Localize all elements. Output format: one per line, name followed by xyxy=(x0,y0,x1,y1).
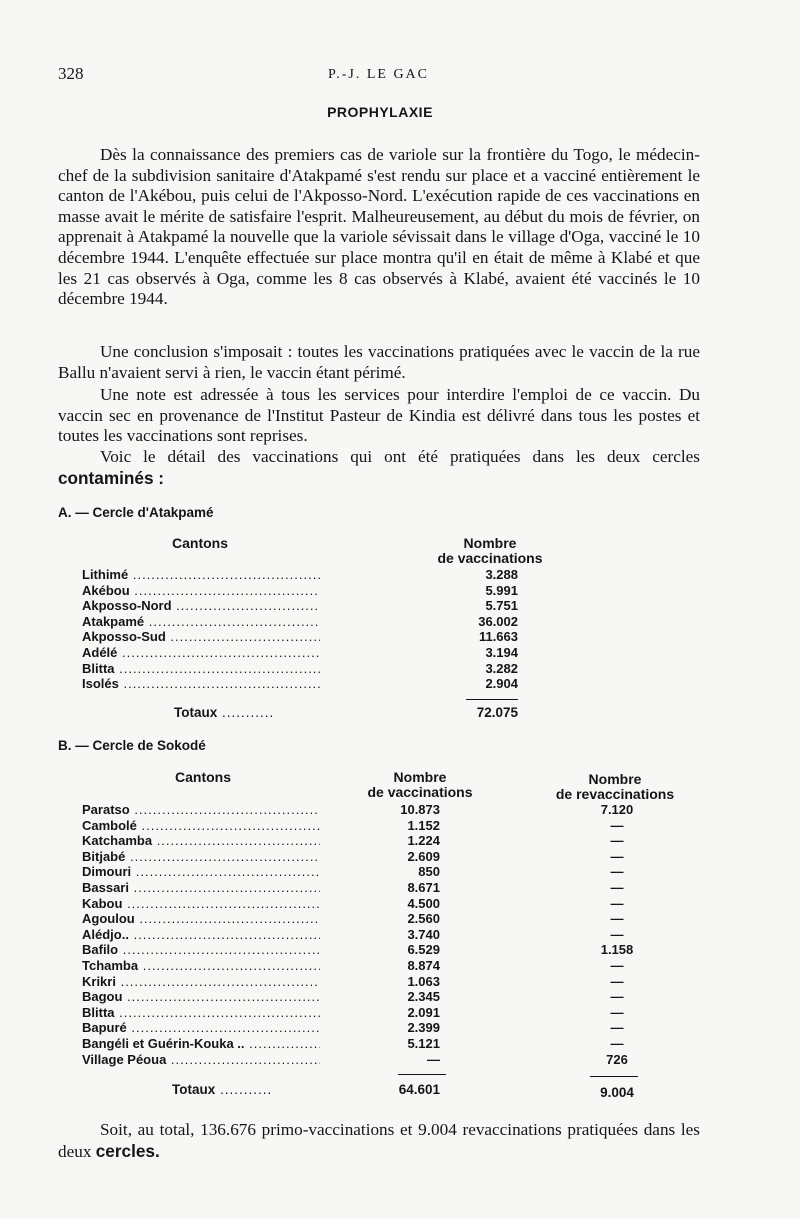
table-b-row xyxy=(82,927,682,943)
table-b-vaccinations: 850 xyxy=(418,864,440,880)
table-a-canton-name: Atakpamé ..... xyxy=(82,614,320,630)
table-a-row xyxy=(82,567,542,583)
table-b-revaccinations: — xyxy=(610,895,624,911)
table-b-canton-name: Katchamba ..... xyxy=(82,833,320,849)
table-b-row xyxy=(82,989,682,1005)
table-b-row xyxy=(82,896,682,912)
table-b-row xyxy=(82,802,682,818)
table-b-row xyxy=(82,818,682,834)
table-b-canton-name: Bagou ..... xyxy=(82,989,320,1005)
table-b-vaccinations: 2.609 xyxy=(407,848,440,864)
table-b-revaccinations: 7.120 xyxy=(600,802,634,817)
table-b-rows xyxy=(82,802,682,1067)
table-b-canton-name: Bitjabé ..... xyxy=(82,849,320,865)
table-b-vaccinations: 8.671 xyxy=(407,879,440,895)
table-b-canton-name: Dimouri ..... xyxy=(82,864,320,880)
table-a-total-rule xyxy=(466,699,518,700)
table-b-col-vaccinations xyxy=(340,770,500,800)
table-b-revaccinations: — xyxy=(610,1004,624,1020)
table-b-canton-name: Krikri ..... xyxy=(82,974,320,990)
table-b-vaccinations: 5.121 xyxy=(407,1035,440,1051)
table-a-canton-name: Akébou ..... xyxy=(82,583,320,599)
table-b-vaccinations: 2.560 xyxy=(407,911,440,927)
table-b-revaccinations: — xyxy=(610,989,624,1005)
table-a-rows xyxy=(82,567,542,692)
table-a-total-vaccinations: 72.075 xyxy=(476,705,518,720)
table-b-canton-name: Cambolé ..... xyxy=(82,818,320,834)
table-b-row xyxy=(82,974,682,990)
table-b-vaccinations: 2.345 xyxy=(407,989,440,1005)
table-b-vaccinations: 1.152 xyxy=(407,817,440,833)
table-b-canton-name: Alédjo.. ..... xyxy=(82,927,320,943)
table-a-vaccinations: 5.991 xyxy=(485,582,518,598)
table-b-vaccinations: 8.874 xyxy=(407,957,440,973)
table-b-vaccinations: 1.063 xyxy=(407,973,440,989)
table-b-total-rule-vacc xyxy=(398,1074,446,1075)
table-b-vaccinations: 2.091 xyxy=(407,1004,440,1020)
table-b-row xyxy=(82,880,682,896)
table-b-revaccinations: — xyxy=(610,973,624,989)
table-b-col-revaccinations xyxy=(530,772,700,802)
table-a-row xyxy=(82,645,542,661)
table-b-vaccinations: 2.399 xyxy=(407,1020,440,1036)
table-b-vaccinations: 4.500 xyxy=(407,895,440,911)
table-b-heading: B. — Cercle de Sokodé xyxy=(58,738,206,753)
table-b-revaccinations: 726 xyxy=(606,1051,628,1067)
table-b-canton-name: Bangéli et Guérin-Kouka .. ..... xyxy=(82,1036,320,1052)
table-a-col-vacc-line1: Nombre xyxy=(463,535,517,551)
table-b-total-label: Totaux ..... xyxy=(172,1082,272,1097)
paragraph-4-bold: contaminés : xyxy=(58,467,165,488)
table-b-row xyxy=(82,942,682,958)
table-b-canton-name: Kabou ..... xyxy=(82,896,320,912)
table-b-revaccinations: — xyxy=(610,911,624,927)
table-b-revaccinations: — xyxy=(610,848,624,864)
table-a-vaccinations: 36.002 xyxy=(478,613,518,629)
table-b-revaccinations: — xyxy=(610,879,624,895)
table-a-canton-name: Lithimé ..... xyxy=(82,567,320,583)
table-a-canton-name: Isolés ..... xyxy=(82,676,320,692)
table-b-row xyxy=(82,833,682,849)
table-b-vaccinations: 10.873 xyxy=(400,802,440,817)
table-a-row xyxy=(82,676,542,692)
table-a-canton-name: Akposso-Sud ..... xyxy=(82,629,320,645)
section-title: PROPHYLAXIE xyxy=(327,104,433,120)
table-b-revaccinations: — xyxy=(610,926,624,942)
table-b-total-rule-revacc xyxy=(590,1076,638,1077)
table-b-canton-name: Village Péoua ..... xyxy=(82,1052,320,1068)
table-a-vaccinations: 11.663 xyxy=(478,629,518,645)
table-b-row xyxy=(82,911,682,927)
table-b-total-vaccinations: 64.601 xyxy=(398,1082,440,1097)
table-a-row xyxy=(82,614,542,630)
table-a-row xyxy=(82,629,542,645)
table-b-vaccinations: 6.529 xyxy=(407,942,440,958)
paragraph-3: Une note est adressée à tous les services pour interdire l'emploi de ce vaccin. Du vaccin sec en provenance de l'Institut Pasteur de Kindia est délivré dans tous les postes et toutes les vaccinations sont reprises. xyxy=(58,385,700,446)
paragraph-4-text: Voic le détail des vaccinations qui ont été pratiquées dans les deux cercles xyxy=(100,447,700,466)
table-b-vaccinations: 1.224 xyxy=(407,833,440,849)
table-b-canton-name: Agoulou ..... xyxy=(82,911,320,927)
table-b-revaccinations: — xyxy=(610,817,624,833)
table-a-canton-name: Akposso-Nord ..... xyxy=(82,598,320,614)
table-a-canton-name: Adélé ..... xyxy=(82,645,320,661)
table-a-vaccinations: 3.282 xyxy=(485,660,518,676)
table-a-vaccinations: 5.751 xyxy=(485,598,518,614)
table-b-row xyxy=(82,958,682,974)
table-b-revaccinations: 1.158 xyxy=(600,942,634,958)
table-b-col-vacc-line1: Nombre xyxy=(393,769,447,785)
table-b-canton-name: Bapuré ..... xyxy=(82,1020,320,1036)
running-header-author: P.-J. LE GAC xyxy=(328,67,430,82)
table-a-vaccinations: 3.194 xyxy=(485,644,518,660)
table-b-canton-name: Tchamba ..... xyxy=(82,958,320,974)
table-b-col-revacc-line2: de revaccinations xyxy=(555,786,675,802)
table-b-col-vacc-line2: de vaccinations xyxy=(367,784,473,800)
table-b-revaccinations: — xyxy=(610,1035,624,1051)
paragraph-4 xyxy=(58,447,700,489)
table-a-col-vacc-line2: de vaccinations xyxy=(437,550,543,566)
table-b-row xyxy=(82,1052,682,1068)
table-b-vaccinations: 3.740 xyxy=(407,926,440,942)
table-b-revaccinations: — xyxy=(610,1020,624,1036)
table-b-canton-name: Blitta ..... xyxy=(82,1005,320,1021)
table-b-row xyxy=(82,1036,682,1052)
table-b-row xyxy=(82,864,682,880)
table-b-canton-name: Paratso ..... xyxy=(82,802,320,818)
conclusion-bold: cercles. xyxy=(95,1140,160,1161)
table-a-total-label: Totaux ..... xyxy=(174,705,274,720)
paragraph-2: Une conclusion s'imposait : toutes les vaccinations pratiquées avec le vaccin de la rue Ballu n'avaient servi à rien, le vaccin étant périmé. xyxy=(58,342,700,382)
conclusion-paragraph xyxy=(58,1120,700,1162)
table-b-revaccinations: — xyxy=(610,864,624,880)
table-a-col-cantons: Cantons xyxy=(172,535,228,551)
table-a-vaccinations: 3.288 xyxy=(485,567,518,582)
table-b-col-cantons: Cantons xyxy=(175,769,231,785)
table-a-heading: A. — Cercle d'Atakpamé xyxy=(58,505,214,520)
conclusion-text: Soit, au total, 136.676 primo-vaccinations et 9.004 revaccinations pratiquées dans les deux xyxy=(58,1120,700,1161)
table-a-vaccinations: 2.904 xyxy=(485,676,518,692)
table-b-row xyxy=(82,1020,682,1036)
table-a-row xyxy=(82,583,542,599)
table-b-revaccinations: — xyxy=(610,833,624,849)
table-a-row xyxy=(82,598,542,614)
table-b-canton-name: Bassari ..... xyxy=(82,880,320,896)
table-b-row xyxy=(82,849,682,865)
table-a-col-vaccinations xyxy=(410,536,570,566)
table-b-total-revaccinations: 9.004 xyxy=(600,1085,634,1100)
page-number: 328 xyxy=(58,64,84,83)
table-a-canton-name: Blitta ..... xyxy=(82,661,320,677)
table-a-row xyxy=(82,661,542,677)
table-b-col-revacc-line1: Nombre xyxy=(588,771,642,787)
table-b-revaccinations: — xyxy=(610,957,624,973)
table-b-vaccinations: — xyxy=(427,1051,440,1067)
paragraph-1: Dès la connaissance des premiers cas de variole sur la frontière du Togo, le médecin-chef de la subdivision sanitaire d'Atakpamé s'est rendu sur place et a vacciné entièrement le canton de l'Akébou, puis celui de l'Akposso-Nord. L'exécution rapide de ces vaccinations en masse avait le mérite de satisfaire l'esprit. Malheureusement, au début du mois de février, on apprenait à Atakpamé la nouvelle que la variole sévissait dans le village d'Oga, vacciné le 10 décembre 1944. L'enquête effectuée sur place montra qu'il en était de même à Klabé et que les 21 cas observés à Oga, comme les 8 cas observés à Klabé, avaient été vaccinés le 10 décembre 1944. xyxy=(58,145,700,309)
table-b-row xyxy=(82,1005,682,1021)
table-b-canton-name: Bafilo ..... xyxy=(82,942,320,958)
